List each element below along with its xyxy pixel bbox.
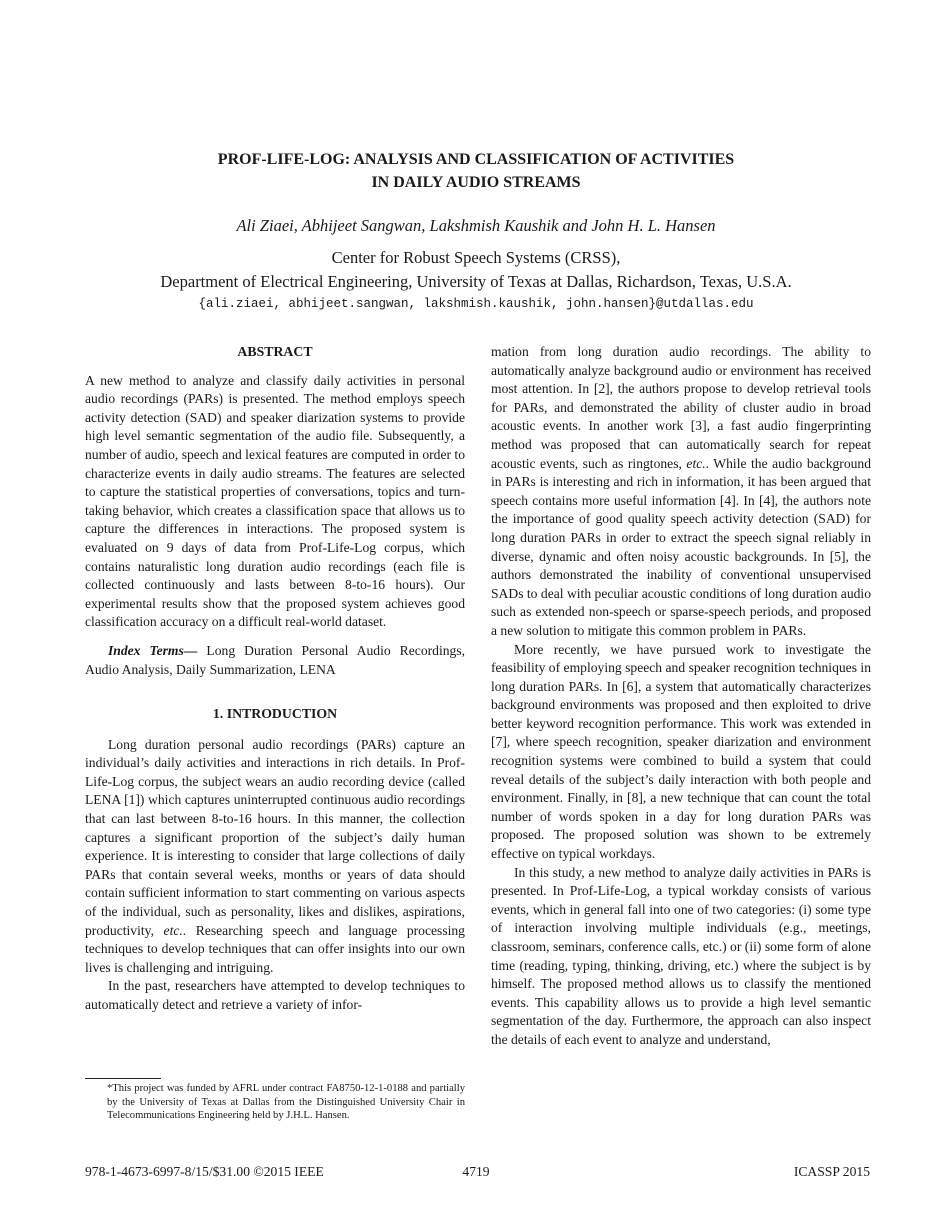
affiliation-line-1: Center for Robust Speech Systems (CRSS), <box>331 248 621 267</box>
intro-paragraph-3: More recently, we have pursued work to investigate the feasibility of employing speech and speaker recognition techniques in long duration PARs. In [6], a system that automatically characterizes background environments was proposed and then exploited to drive better keyword recognition performance. This work was extended in [7], where speech recognition, speaker diarization and environment recognition systems were combined to build a system that could reveal details of the subject’s daily interaction with both people and environment. Finally, in [8], a new technique that can count the total number of words spoken in a day for long duration PARs was proposed. The proposed solution was shown to be extremely effective on typical workdays. <box>491 641 871 862</box>
footer-conference: ICASSP 2015 <box>793 1164 870 1179</box>
intro-paragraph-2-cont <box>491 343 871 641</box>
affiliation-line-2: Department of Electrical Engineering, University of Texas at Dallas, Richardson, Texas, U.S.A. <box>160 272 792 291</box>
title-line-1: PROF-LIFE-LOG: ANALYSIS AND CLASSIFICATION OF ACTIVITIES <box>217 151 735 168</box>
intro-p1-text-end: . Researching speech and language processing techniques to develop techniques that can offer insights into our own lives is challenging and intriguing. <box>85 922 465 975</box>
intro-p2-text-part-1: In the past, researchers have attempted to develop techniques to automatically detect and retrieve a variety of infor- <box>85 978 465 1012</box>
index-terms-text: Long Duration Personal Audio Recordings, Audio Analysis, Daily Summarization, LENA <box>85 642 466 677</box>
intro-p1-text: Long duration personal audio recordings (PARs) capture an individual’s daily activities and interactions in rich details. In Prof-Life-Log corpus, the subject wears an audio recording device (called LENA [1]) which captures uninterrupted continuous audio recordings that can last between 8-to-16 hours. In this manner, the collection captures a significant proportion of the subject’s daily human experience. It is interesting to consider that large collections of daily PARs that contain several weeks, months or years of data should contain sufficient information to start commenting on various aspects of the individual, such as personality, likes and dislikes, aspirations, productivity, <box>85 736 465 938</box>
author-list: Ali Ziaei, Abhijeet Sangwan, Lakshmish Kaushik and John H. L. Hansen <box>236 216 716 235</box>
intro-p2-etc: etc. <box>686 455 706 471</box>
footer-isbn: 978-1-4673-6997-8/15/$31.00 ©2015 IEEE <box>85 1164 324 1179</box>
intro-p2-text-end: . While the audio background in PARs is interesting and rich in information, it has been argued that speech contains more useful information [4]. In [4], the authors note the importance of good quality speech activity detection (SAD) for long duration PARs in order to extract the speech signal reliably in diverse, dynamic and often noisy acoustic backgrounds. In [5], the authors demonstrated the inability of conventional unsupervised SADs to deal with peculiar acoustic conditions of long duration audio such as extended non-speech or sparse-speech periods, and proposed a new solution to mitigate this common problem in PARs. <box>491 455 872 638</box>
index-terms <box>85 642 465 679</box>
right-column <box>491 343 871 1050</box>
index-terms-label: Index Terms— <box>108 642 198 658</box>
paper-title <box>0 148 952 194</box>
abstract-heading: ABSTRACT <box>237 344 313 359</box>
abstract-text: A new method to analyze and classify daily activities in personal audio recordings (PARs) is presented. The method employs speech activity detection (SAD) and speaker diarization systems to provide high level semantic segmentation of the audio file. Subsequently, a number of audio, speech and lexical features are computed in order to characterize events in daily audio streams. The features are selected to capture the statistical properties of conversations, topics and turn-taking behavior, which creates a classification space that allows us to capture the differences in interactions. The proposed system is evaluated on 9 days of data from Prof-Life-Log corpus, which contains naturalistic long duration audio recordings (each file is collected continuously and lasts between 8-to-16 hours). Our experimental results show that the proposed system achieves good classification accuracy on a difficult real-world dataset. <box>85 372 465 630</box>
title-line-2: IN DAILY AUDIO STREAMS <box>371 174 581 191</box>
funding-footnote <box>85 1082 465 1123</box>
footnote-text: *This project was funded by AFRL under contract FA8750-12-1-0188 and partially by the University of Texas at Dallas from the Distinguished University Chair in Telecommunications Engineering held by J.H.L. Hansen. <box>107 1083 465 1121</box>
intro-paragraph-4: In this study, a new method to analyze daily activities in PARs is presented. In Prof-Life-Log, a typical workday consists of various events, which in general fall into one of two categories: (i) some type of interaction involving multiple individuals (e.g., meetings, classroom, seminars, conference calls, etc.) or (ii) some form of alone time (reading, typing, thinking, driving, etc.) where the subject is by himself. The proposed method allows us to classify the mentioned events. This capability allows us to provide a high level semantic segmentation of the day. Furthermore, the approach can also inspect the details of each event to analyze and understand, <box>491 864 871 1047</box>
intro-p2-text-part-2: mation from long duration audio recordings. The ability to automatically analyze background audio or environment has received most attention. In [2], the authors propose to develop retrieval tools for PARs, and demonstrated the ability of cluster audio in broad acoustic events. In another work [3], a fast audio fingerprinting method was proposed that can automatically search for repeat acoustic events, such as ringtones, <box>491 344 871 471</box>
left-column <box>85 342 465 1015</box>
page-number: 4719 <box>462 1164 490 1179</box>
introduction-heading: 1. INTRODUCTION <box>212 706 338 722</box>
affiliation <box>0 246 952 294</box>
intro-paragraph-1 <box>85 736 465 978</box>
author-emails: {ali.ziaei, abhijeet.sangwan, lakshmish.kaushik, john.hansen}@utdallas.edu <box>198 297 754 311</box>
intro-paragraph-2-start <box>85 977 465 1014</box>
footnote-rule <box>85 1078 161 1079</box>
intro-p1-etc: etc. <box>163 922 183 938</box>
